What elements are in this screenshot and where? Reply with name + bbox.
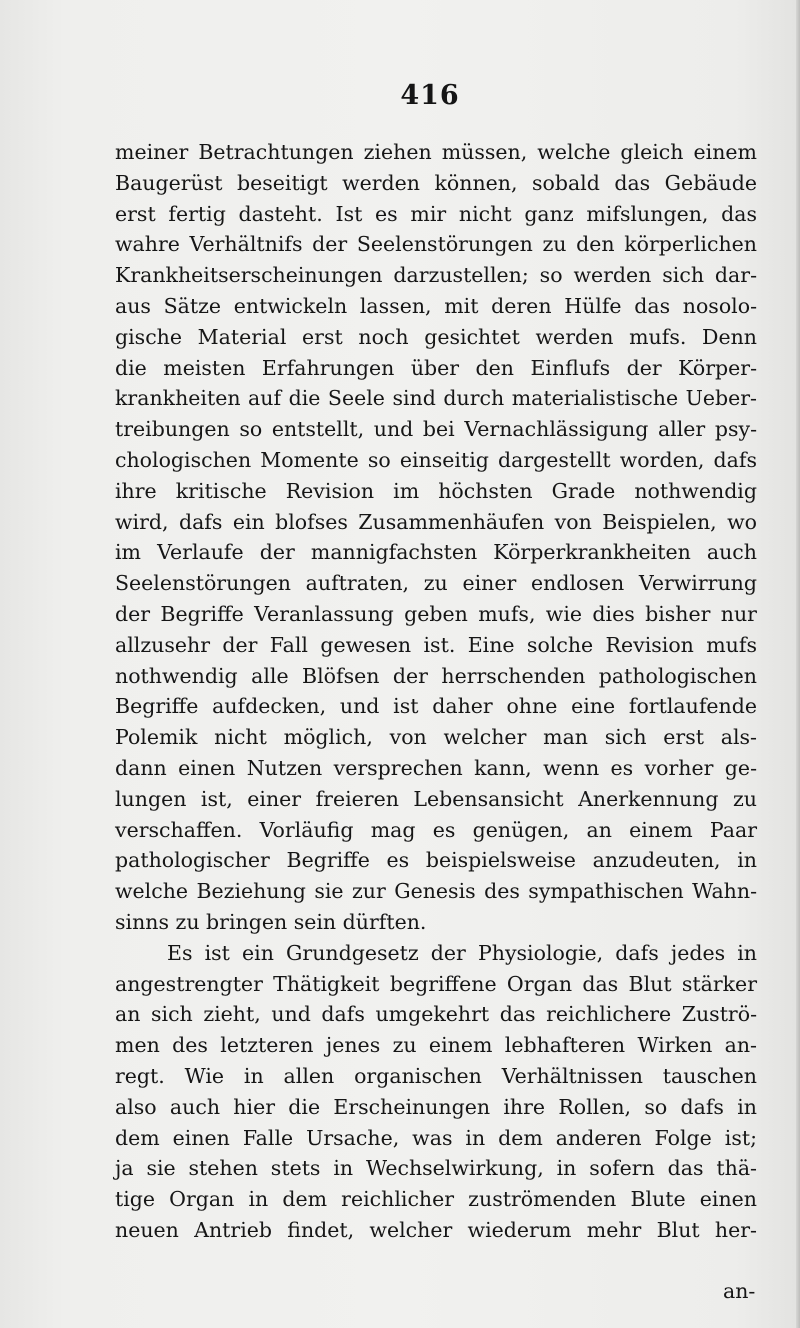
text-line: die meisten Erfahrungen über den Einflufs der Körper- <box>115 355 757 380</box>
text-line: Begriffe aufdecken, und ist daher ohne eine fortlaufende <box>115 694 757 719</box>
text-line: ja sie stehen stets in Wechselwirkung, in sofern das thä- <box>115 1156 757 1181</box>
text-line: gische Material erst noch gesichtet werden mufs. Denn <box>115 324 757 349</box>
text-line: Polemik nicht möglich, von welcher man sich erst als- <box>115 725 757 750</box>
text-line: krankheiten auf die Seele sind durch materialistische Ueber- <box>115 386 757 411</box>
text-line: lungen ist, einer freieren Lebensansicht Anerkennung zu <box>115 786 757 811</box>
text-line: neuen Antrieb findet, welcher wiederum mehr Blut her- <box>115 1217 757 1242</box>
text-line: ihre kritische Revision im höchsten Grade nothwendig <box>115 478 757 503</box>
text-line: Baugerüst beseitigt werden können, sobald das Gebäude <box>115 170 757 195</box>
text-line: tige Organ in dem reichlicher zuströmenden Blute einen <box>115 1187 757 1212</box>
text-line: im Verlaufe der mannigfachsten Körperkrankheiten auch <box>115 540 757 565</box>
page-number: 416 <box>400 80 460 111</box>
text-line: dann einen Nutzen versprechen kann, wenn es vorher ge- <box>115 755 757 780</box>
catchword: an- <box>723 1279 756 1303</box>
text-line: chologischen Momente so einseitig dargestellt worden, dafs <box>115 447 757 472</box>
text-line: sinns zu bringen sein dürften. <box>115 909 427 934</box>
text-line: Krankheitserscheinungen darzustellen; so werden sich dar- <box>115 263 757 288</box>
text-line: Es ist ein Grundgesetz der Physiologie, dafs jedes in <box>167 940 757 965</box>
text-line: erst fertig dasteht. Ist es mir nicht ganz mifslungen, das <box>115 201 757 226</box>
text-line: nothwendig alle Blöfsen der herrschenden pathologischen <box>115 663 757 688</box>
text-line: verschaffen. Vorläufig mag es genügen, an einem Paar <box>115 817 757 842</box>
text-line: meiner Betrachtungen ziehen müssen, welche gleich einem <box>115 140 757 164</box>
text-line: also auch hier die Erscheinungen ihre Rollen, so dafs in <box>115 1094 757 1119</box>
text-line: wahre Verhältnifs der Seelenstörungen zu den körperlichen <box>115 232 757 257</box>
text-line: allzusehr der Fall gewesen ist. Eine solche Revision mufs <box>115 632 757 657</box>
text-line: an sich zieht, und dafs umgekehrt das reichlichere Zuströ- <box>115 1002 757 1027</box>
text-line: welche Beziehung sie zur Genesis des sympathischen Wahn- <box>115 879 757 904</box>
body-text <box>115 137 757 1246</box>
text-line: treibungen so entstellt, und bei Vernachlässigung aller psy- <box>115 417 757 442</box>
text-line: der Begriffe Veranlassung geben mufs, wie dies bisher nur <box>115 601 757 626</box>
text-line: dem einen Falle Ursache, was in dem anderen Folge ist; <box>115 1125 757 1150</box>
text-line: Seelenstörungen auftraten, zu einer endlosen Verwirrung <box>115 571 757 596</box>
text-line: pathologischer Begriffe es beispielsweise anzudeuten, in <box>115 848 757 873</box>
text-line: aus Sätze entwickeln lassen, mit deren Hülfe das nosolo- <box>115 293 757 318</box>
text-line: wird, dafs ein blofses Zusammenhäufen von Beispielen, wo <box>115 509 757 534</box>
text-line: regt. Wie in allen organischen Verhältnissen tauschen <box>115 1063 757 1088</box>
page-edge <box>796 0 800 1328</box>
text-line: angestrengter Thätigkeit begriffene Organ das Blut stärker <box>115 971 757 996</box>
text-line: men des letzteren jenes zu einem lebhafteren Wirken an- <box>115 1033 757 1058</box>
